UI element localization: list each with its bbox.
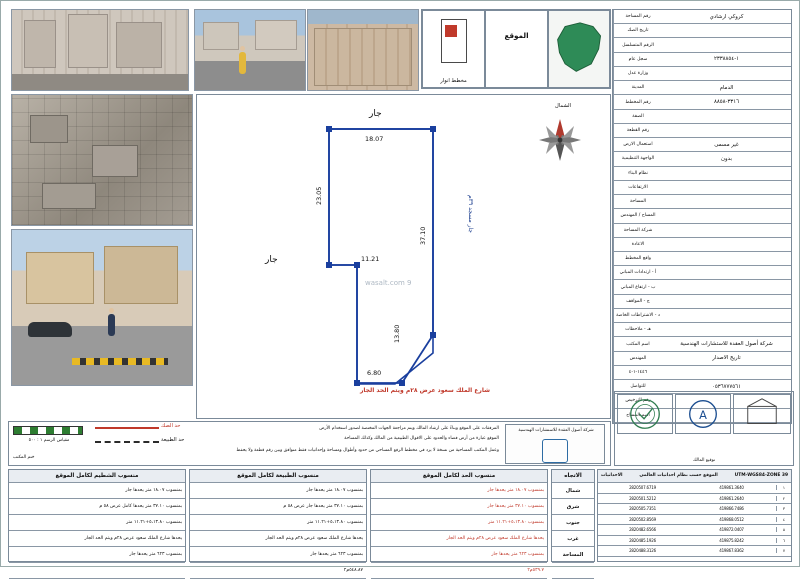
coordinate-easting: 419867.8362 — [719, 548, 744, 554]
coords-head-right: UTM-WGS84-ZONE 39 — [734, 473, 788, 479]
levels-table-1-head: منسوب الشطيم لكامل الموقع — [9, 470, 185, 483]
levels-row: يحدها شارع الملك سعود عرض ٢٨م ويتم الحد الجار — [371, 531, 547, 547]
attribute-label: هـ - ملاحظات — [613, 323, 662, 336]
tabiya-line-icon — [95, 441, 159, 443]
photo-site-person — [11, 229, 193, 386]
attribute-value — [662, 67, 791, 80]
coordinate-index: ٤ — [776, 517, 791, 522]
attribute-value — [662, 110, 791, 123]
attribute-value — [662, 167, 791, 180]
levels-row: بمنسوب ١٨.٠٧ متر يحدها جار — [190, 483, 366, 499]
levels-row — [9, 563, 185, 579]
attribute-value — [662, 252, 791, 265]
attribute-value — [662, 366, 791, 379]
attribute-value — [662, 309, 791, 322]
coordinate-northing: 2820485.1926 — [629, 537, 656, 543]
attribute-value — [662, 209, 791, 222]
scale-label: مقياس الرسم ١ : ٥٠٠ — [28, 438, 70, 443]
attribute-label: للتواصل — [613, 380, 662, 393]
side-vertical-text: جار مسجد ٣٩م — [467, 195, 474, 234]
attribute-value: ٠٥٣٦٧٧٧٥٦١ — [712, 383, 741, 390]
coordinate-index: ٧ — [776, 548, 791, 553]
coordinate-row — [598, 525, 791, 536]
levels-row: بمنسوب ٦٢٣ متر يحدها جار — [9, 547, 185, 563]
attribute-label: الاعادة — [613, 238, 662, 251]
direction-cell-pad — [552, 563, 594, 579]
attribute-row — [613, 323, 791, 337]
attribute-label: رقم الترخيص — [613, 394, 662, 407]
coordinate-northing: 2820507.6719 — [629, 485, 656, 491]
attribute-value: ٣٣١٦-٨٨٥٨ — [713, 99, 740, 106]
levels-row: بمنسوب ٣٧.١٠ متر يحدها كامل عرض ٥٨ م — [9, 499, 185, 515]
coordinate-easting: 419866.7486 — [719, 506, 744, 512]
photo-wall-facade — [307, 9, 419, 91]
attribute-value — [662, 224, 791, 237]
legend-strip — [8, 421, 611, 466]
attribute-label: وزارة عدل — [613, 67, 662, 80]
coordinate-row — [598, 483, 791, 494]
coordinate-easting: 419868.0512 — [719, 516, 744, 522]
legend-note-3: وعمل المكتب المساحية من نسخة لا يرد في مخطط الرفع المساحي من حدود وأطوال ومساحة وإحداثيات فقط متوافق وبين رقم قطعة ولا يحفظ — [236, 448, 499, 453]
attribute-label: رقم المساحة — [613, 10, 662, 23]
attribute-row — [613, 209, 791, 223]
attribute-label: الصفة — [613, 110, 662, 123]
levels-row: بمنسوب ٥،١٣.٨٠+١١.٢١ متر — [190, 515, 366, 531]
attributes-table — [612, 9, 792, 424]
attribute-label: الارتفاعات — [613, 181, 662, 194]
street-text: شارع الملك سعود عرض ٢٨م ويتم الحد الجار — [359, 387, 491, 394]
coordinate-easting: 419875.8242 — [719, 537, 744, 543]
attribute-row — [613, 224, 791, 238]
coordinate-row — [598, 546, 791, 557]
location-key-box — [421, 9, 611, 89]
levels-table-1 — [8, 469, 186, 562]
ksa-map-icon — [552, 15, 608, 81]
coordinate-index: ٦ — [776, 538, 791, 543]
photo-street-person — [194, 9, 306, 91]
attribute-label: أ - ارتدادات المباني — [613, 266, 662, 279]
attribute-value — [662, 295, 791, 308]
coords-head-mid: الموقع حسب نظام احداثيات العالمي — [639, 473, 718, 479]
levels-table-2 — [189, 469, 367, 573]
neighbor-left-label: جار — [265, 255, 278, 265]
attribute-label: ج - المواقف — [613, 295, 662, 308]
ack-label: ختم المكتب — [13, 455, 35, 460]
attribute-row — [613, 352, 791, 366]
ministry-icon — [734, 395, 790, 433]
attribute-label: ب - ارتفاع المباني — [613, 280, 662, 293]
attribute-row — [613, 266, 791, 280]
attribute-label: رقم المخطط — [613, 95, 662, 108]
attribute-value — [662, 124, 791, 137]
attribute-label: تاريخ الصك — [613, 24, 662, 37]
coordinate-row — [598, 504, 791, 515]
attribute-row — [613, 238, 791, 252]
neighbor-top-label: جار — [369, 109, 382, 119]
coordinate-easting: 419861.2640 — [719, 495, 744, 501]
attribute-row — [613, 152, 791, 166]
coordinate-row — [598, 494, 791, 505]
attribute-row — [613, 10, 791, 24]
attribute-value — [662, 181, 791, 194]
attribute-value: الدمام — [719, 84, 734, 91]
attribute-value: تاريخ الاصدار — [712, 355, 741, 362]
coordinate-row — [598, 536, 791, 547]
attribute-label: واقع المخطط — [613, 252, 662, 265]
coordinate-index: ٣ — [776, 506, 791, 511]
stamps-box — [614, 391, 794, 466]
levels-row: يحدها شارع الملك سعود عرض ٢٨م ويتم الحد الجار — [9, 531, 185, 547]
attribute-label: اسم المكتب — [613, 337, 662, 350]
attribute-label: رقم القطعة — [613, 124, 662, 137]
coordinate-index: ٢ — [776, 496, 791, 501]
direction-cell: شمال — [552, 483, 594, 499]
photo-buildings-wide — [11, 9, 189, 91]
dim-left: 23.05 — [315, 186, 323, 205]
direction-cell: غرب — [552, 531, 594, 547]
attribute-value: بدون — [721, 155, 732, 162]
attribute-row — [613, 337, 791, 351]
attribute-value: شركة أصول العقدة للاستشارات الهندسية — [680, 341, 773, 347]
attribute-row — [613, 309, 791, 323]
attribute-row — [613, 252, 791, 266]
direction-head: الاتجاه — [552, 470, 594, 483]
watermark: wasalt.com 9 — [365, 279, 412, 287]
coordinate-index: ٥ — [776, 527, 791, 532]
attribute-row — [613, 181, 791, 195]
coordinate-northing: 2820501.5212 — [629, 495, 656, 501]
coords-head-left: الاحداثيات — [601, 473, 623, 479]
attribute-value: ١-٢٣٣٨٨٥٤ — [713, 56, 740, 63]
levels-row: بمنسوب ٥،١٣.٨٠+١١.٢١ متر — [371, 515, 547, 531]
attribute-label: نظام البناء — [613, 167, 662, 180]
coordinate-easting: 419872.0407 — [719, 527, 744, 533]
parcel-polygon — [197, 95, 612, 420]
attribute-value — [662, 280, 791, 293]
attribute-value: غير مسمى — [714, 141, 739, 148]
attribute-value: كروكي ارشادي — [709, 13, 744, 20]
levels-table-3 — [370, 469, 548, 573]
levels-row: بمنسوب ٣٧.١٠ متر يحدها جار — [371, 499, 547, 515]
levels-row: بمنسوب ١٨.٠٧ متر يحدها جار — [371, 483, 547, 499]
attribute-value — [662, 24, 791, 37]
attribute-row — [613, 67, 791, 81]
levels-row: بمنسوب ٦٢٣ متر يحدها جار — [371, 547, 547, 563]
scale-bar-icon — [13, 426, 83, 435]
attribute-row — [613, 195, 791, 209]
levels-row: بمنسوب ٣٧.١٠ متر يحدها جار عرض ٥٨ م — [190, 499, 366, 515]
levels-row: بمنسوب ١٨.٠٧ متر يحدها جار — [9, 483, 185, 499]
coordinates-table — [597, 469, 792, 562]
sak-line-icon — [95, 427, 159, 429]
levels-row: بمنسوب ٥،١٣.٨٠+١١.٢١ متر — [9, 515, 185, 531]
attribute-row — [613, 366, 791, 380]
attribute-value — [662, 238, 791, 251]
office-stamp-label: شركة أصول العقدة للاستشارات الهندسية — [518, 428, 594, 433]
coordinate-index: ١ — [776, 485, 791, 490]
attribute-value — [662, 38, 791, 51]
attribute-row — [613, 124, 791, 138]
direction-cell: شرق — [552, 499, 594, 515]
sak-label: حد الصك — [161, 423, 181, 429]
attribute-value — [662, 266, 791, 279]
key-plan-name: مخطط انوار — [440, 77, 467, 84]
signature-label: توقيع المالك — [692, 457, 716, 463]
coordinate-row — [598, 515, 791, 526]
dim-bottom: 6.80 — [367, 369, 382, 377]
attribute-row — [613, 295, 791, 309]
attribute-row — [613, 24, 791, 38]
coordinate-easting: 419861.3640 — [719, 485, 744, 491]
attribute-label: ١٤٤٦-١-٤ — [613, 366, 662, 379]
attribute-row — [613, 167, 791, 181]
north-label: الشمال — [555, 103, 571, 109]
attribute-row — [613, 95, 791, 109]
levels-row: بمنسوب ٦٢٣ متر يحدها جار — [190, 547, 366, 563]
tabiya-label: حد الطبيعة — [161, 437, 185, 443]
seal-icon — [618, 395, 672, 433]
svg-text:A: A — [699, 407, 707, 422]
attribute-label: الرقم المتسلسل — [613, 38, 662, 51]
legend-note-1: المرفقات على الموقع وبناءً على ارشاد المالك ويتم مراجعة الجهات المختصة لصدور استخدام الأرض — [319, 426, 499, 431]
attribute-row — [613, 138, 791, 152]
attribute-label: المدينة — [613, 81, 662, 94]
coordinate-northing: 2820488.3126 — [629, 548, 656, 554]
dim-top: 18.07 — [365, 135, 384, 143]
attribute-row — [613, 53, 791, 67]
attribute-label: المساحة — [613, 195, 662, 208]
attribute-label: اسم المساح — [613, 409, 662, 422]
dim-lower-right: 13.80 — [393, 324, 401, 343]
attribute-label: المهندس — [613, 352, 662, 365]
attribute-row — [613, 81, 791, 95]
attribute-row — [613, 280, 791, 294]
levels-table-2-head: منسوب الطبيعة لكامل الموقع — [190, 470, 366, 483]
attribute-label: د - الاشتراطات الخاصة — [613, 309, 662, 322]
direction-cell: المساحة — [552, 547, 594, 563]
attribute-value — [662, 195, 791, 208]
attribute-label: شركة المساحة — [613, 224, 662, 237]
attribute-label: المساح / المهندس — [613, 209, 662, 222]
attribute-label: سجل عام — [613, 53, 662, 66]
coordinate-northing: 2820502.8569 — [629, 516, 656, 522]
coordinate-northing: 2820482.6566 — [629, 527, 656, 533]
attribute-value — [662, 323, 791, 336]
levels-row: يحدها شارع الملك سعود عرض ٢٨م ويتم الحد الجار — [190, 531, 366, 547]
levels-table-3-head: منسوب الحد لكامل الموقع — [371, 470, 547, 483]
attribute-row — [613, 38, 791, 52]
engineering-body-icon — [676, 395, 730, 433]
direction-cell: جنوب — [552, 515, 594, 531]
direction-column — [551, 469, 595, 562]
levels-row: ٥٣٩.٧م٢ — [371, 563, 547, 579]
survey-drawing — [196, 94, 611, 419]
attribute-row — [613, 110, 791, 124]
legend-note-2: الموقع عبارة من أرض فضاء والحدود على الاقوال الطبيعية من المالك وكذلك المساحة — [344, 436, 499, 441]
levels-row: ٥٤٨.٨٧م٢ — [190, 563, 366, 579]
attribute-label: استعمال الارض — [613, 138, 662, 151]
attribute-label: الواجهة التنظيمية — [613, 152, 662, 165]
key-title: الموقع — [504, 31, 529, 40]
coordinate-northing: 2820505.7351 — [629, 506, 656, 512]
photo-satellite — [11, 94, 193, 226]
dim-right: 37.10 — [419, 226, 427, 245]
dim-mid: 11.21 — [361, 255, 380, 263]
